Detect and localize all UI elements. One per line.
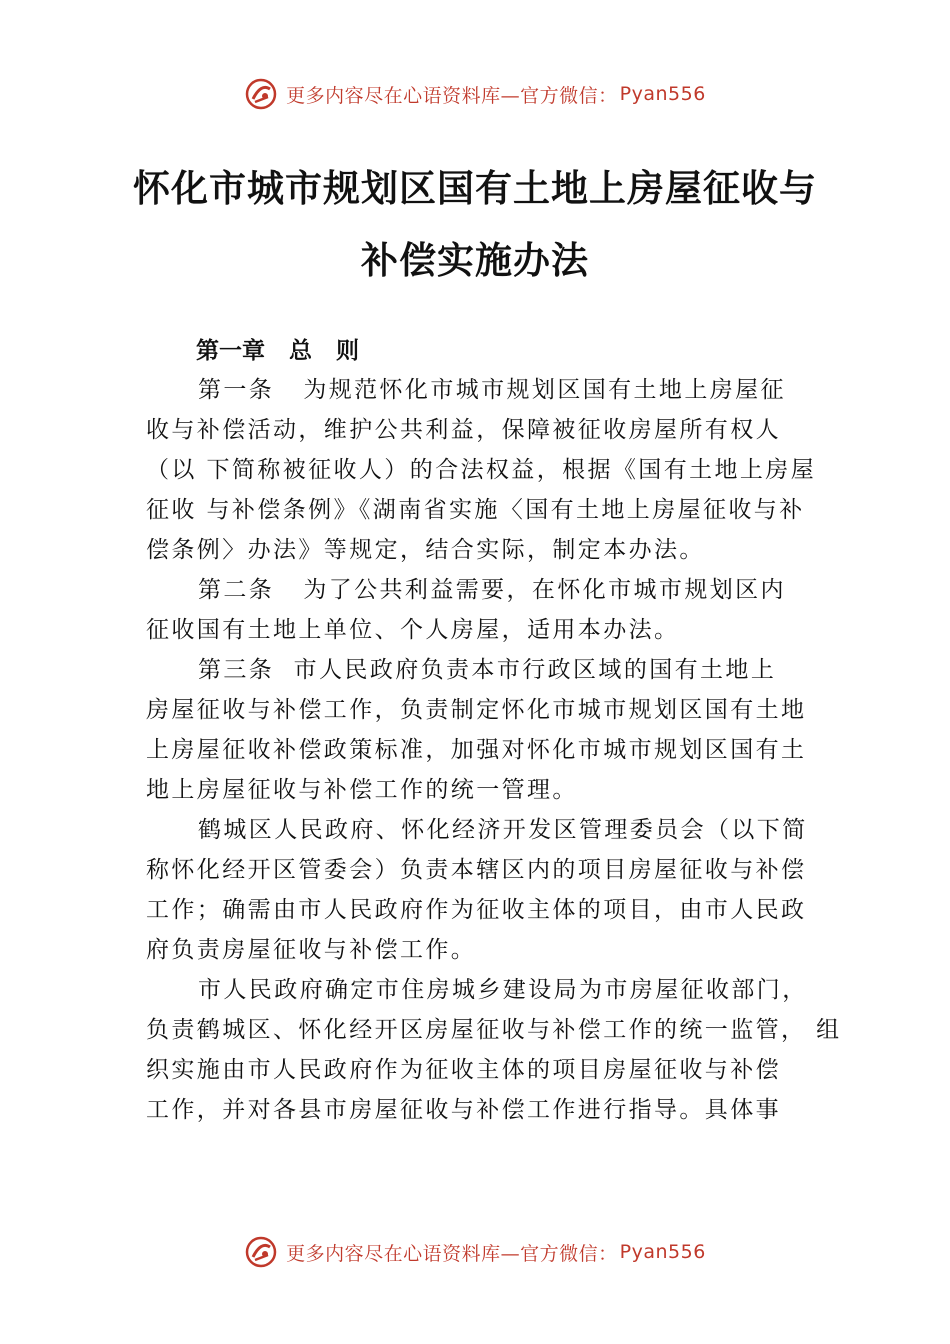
document-title-line-1: 怀化市城市规划区国有土地上房屋征收与 [133, 167, 817, 210]
body-line: 偿条例〉办法》等规定，结合实际，制定本办法。 [146, 537, 705, 563]
body-line: 市人民政府确定市住房城乡建设局为市房屋征收部门， [198, 977, 808, 1003]
document-title-line-2: 补偿实施办法 [361, 239, 589, 282]
body-line: （以 下简称被征收人）的合法权益，根据《国有土地上房屋 [146, 457, 817, 483]
body-line: 负责鹤城区、怀化经开区房屋征收与补偿工作的统一监管， 组 [146, 1017, 842, 1043]
body-line: 征收国有土地上单位、个人房屋，适用本办法。 [146, 617, 680, 643]
seal-logo-icon [244, 1235, 278, 1269]
body-line: 第二条 为了公共利益需要，在怀化市城市规划区内 [198, 577, 786, 603]
banner-handle: Pyan556 [619, 1241, 706, 1263]
banner-text: 更多内容尽在心语资料库—官方微信： [286, 1242, 618, 1265]
body-line: 工作；确需由市人民政府作为征收主体的项目，由市人民政 [146, 897, 807, 923]
body-line: 织实施由市人民政府作为征收主体的项目房屋征收与补偿 [146, 1057, 781, 1083]
body-line: 房屋征收与补偿工作，负责制定怀化市城市规划区国有土地 [146, 697, 807, 723]
body-line: 鹤城区人民政府、怀化经济开发区管理委员会（以下简 [198, 817, 808, 843]
body-line: 收与补偿活动，维护公共利益，保障被征收房屋所有权人 [146, 417, 781, 443]
body-line: 上房屋征收补偿政策标准，加强对怀化市城市规划区国有土 [146, 737, 807, 763]
banner-text: 更多内容尽在心语资料库—官方微信： [286, 84, 618, 107]
body-line: 地上房屋征收与补偿工作的统一管理。 [146, 777, 578, 803]
body-line: 称怀化经开区管委会）负责本辖区内的项目房屋征收与补偿 [146, 857, 807, 883]
body-line: 第三条 市人民政府负责本市行政区域的国有土地上 [198, 657, 777, 683]
body-line: 府负责房屋征收与补偿工作。 [146, 937, 477, 963]
document-body [146, 370, 842, 1130]
body-line: 征收 与补偿条例》《湖南省实施〈国有土地上房屋征收与补 [146, 497, 805, 523]
chapter-heading: 第一章 总 则 [196, 338, 360, 364]
banner-handle: Pyan556 [619, 83, 706, 105]
footer-watermark [0, 1232, 950, 1272]
body-line: 第一条 为规范怀化市城市规划区国有土地上房屋征 [198, 377, 786, 403]
body-line: 工作，并对各县市房屋征收与补偿工作进行指导。具体事 [146, 1097, 781, 1123]
header-watermark [0, 74, 950, 114]
seal-logo-icon [244, 77, 278, 111]
